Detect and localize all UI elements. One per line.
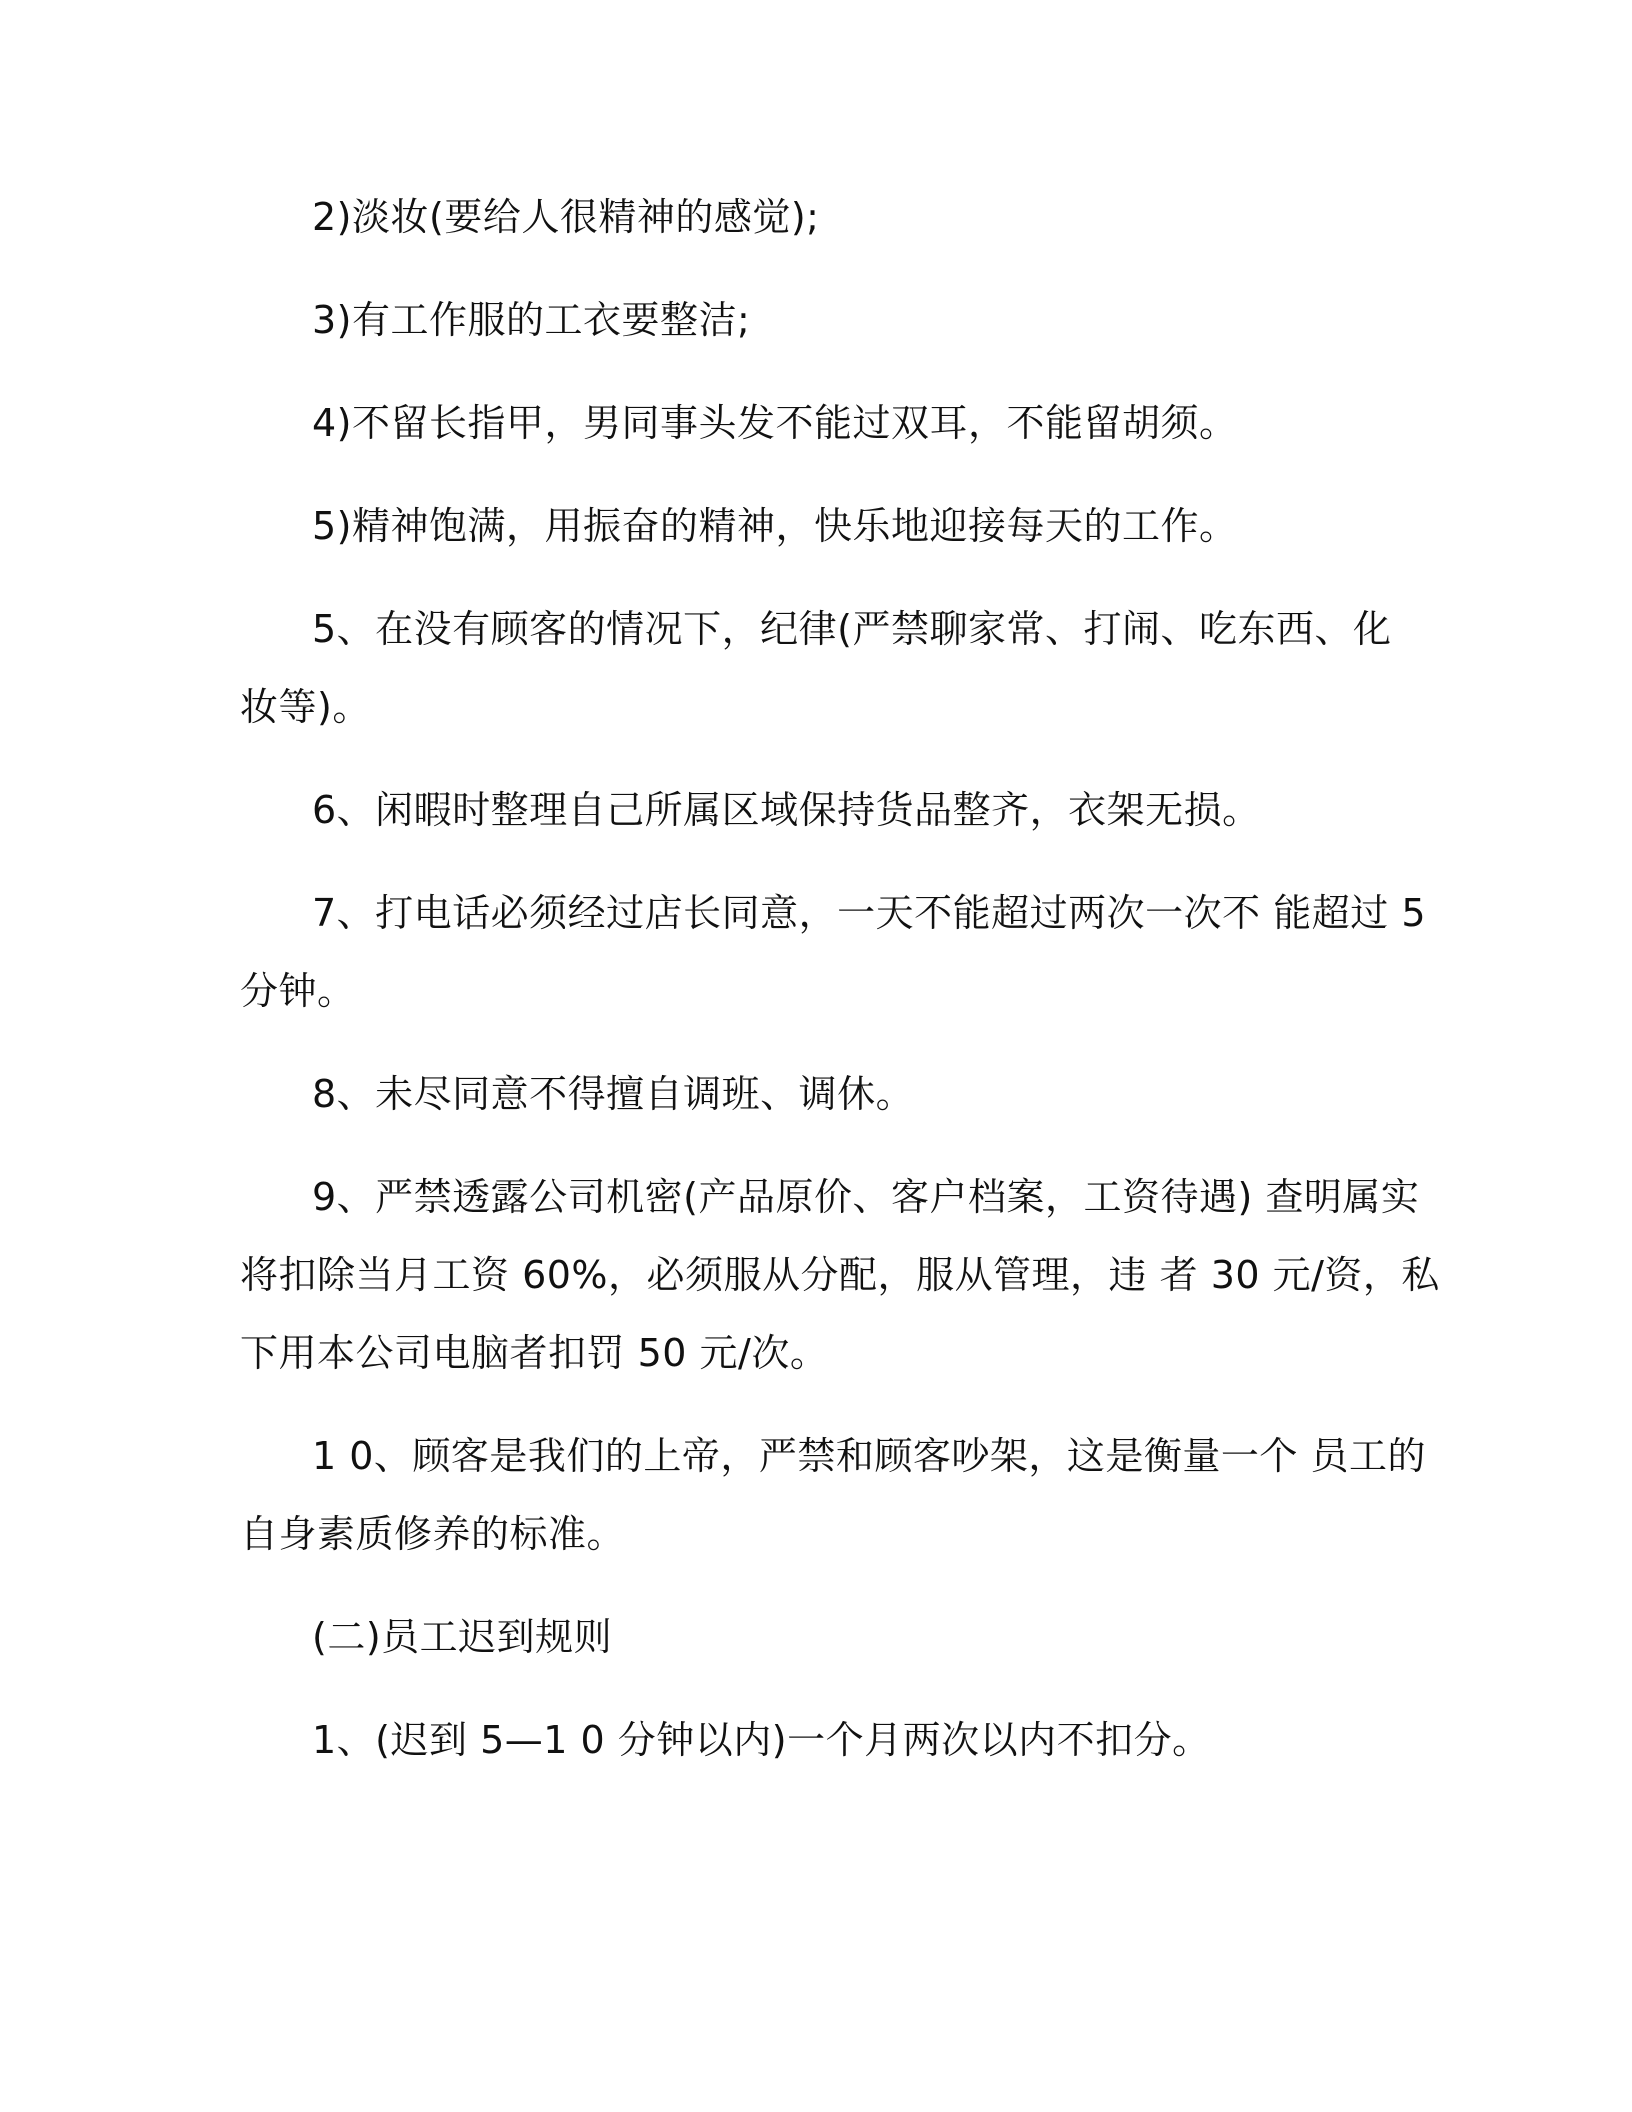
section-heading-lateness: (二)员工迟到规则 (312, 1615, 613, 1659)
text-line-spirit: 5)精神饱满，用振奋的精神，快乐地迎接每天的工作。 (312, 504, 1238, 548)
text-line-tidy: 6、闲暇时整理自己所属区域保持货品整齐，衣架无损。 (312, 788, 1261, 832)
text-line-phone-cont: 分钟。 (240, 969, 356, 1013)
text-line-confidential-cont-1: 将扣除当月工资 60%，必须服从分配，服从管理，违 者 30 元/资，私 (240, 1253, 1440, 1297)
text-line-shift: 8、未尽同意不得擅自调班、调休。 (312, 1072, 915, 1116)
text-line-nails-hair: 4)不留长指甲，男同事头发不能过双耳，不能留胡须。 (312, 401, 1238, 445)
text-line-discipline-cont: 妆等)。 (240, 685, 371, 729)
text-line-confidential-cont-2: 下用本公司电脑者扣罚 50 元/次。 (240, 1331, 829, 1375)
text-line-uniform: 3)有工作服的工衣要整洁; (312, 298, 751, 342)
text-line-confidential: 9、严禁透露公司机密(产品原价、客户档案，工资待遇) 查明属实 (312, 1175, 1420, 1219)
text-line-customer: 1 0、顾客是我们的上帝，严禁和顾客吵架，这是衡量一个 员工的 (312, 1434, 1427, 1478)
text-line-phone: 7、打电话必须经过店长同意，一天不能超过两次一次不 能超过 5 (312, 891, 1427, 935)
text-line-discipline: 5、在没有顾客的情况下，纪律(严禁聊家常、打闹、吃东西、化 (312, 607, 1392, 651)
text-line-makeup: 2)淡妆(要给人很精神的感觉); (312, 195, 820, 239)
text-line-customer-cont: 自身素质修养的标准。 (240, 1512, 626, 1556)
text-line-late-rule-1: 1、(迟到 5—1 0 分钟以内)一个月两次以内不扣分。 (312, 1718, 1211, 1762)
